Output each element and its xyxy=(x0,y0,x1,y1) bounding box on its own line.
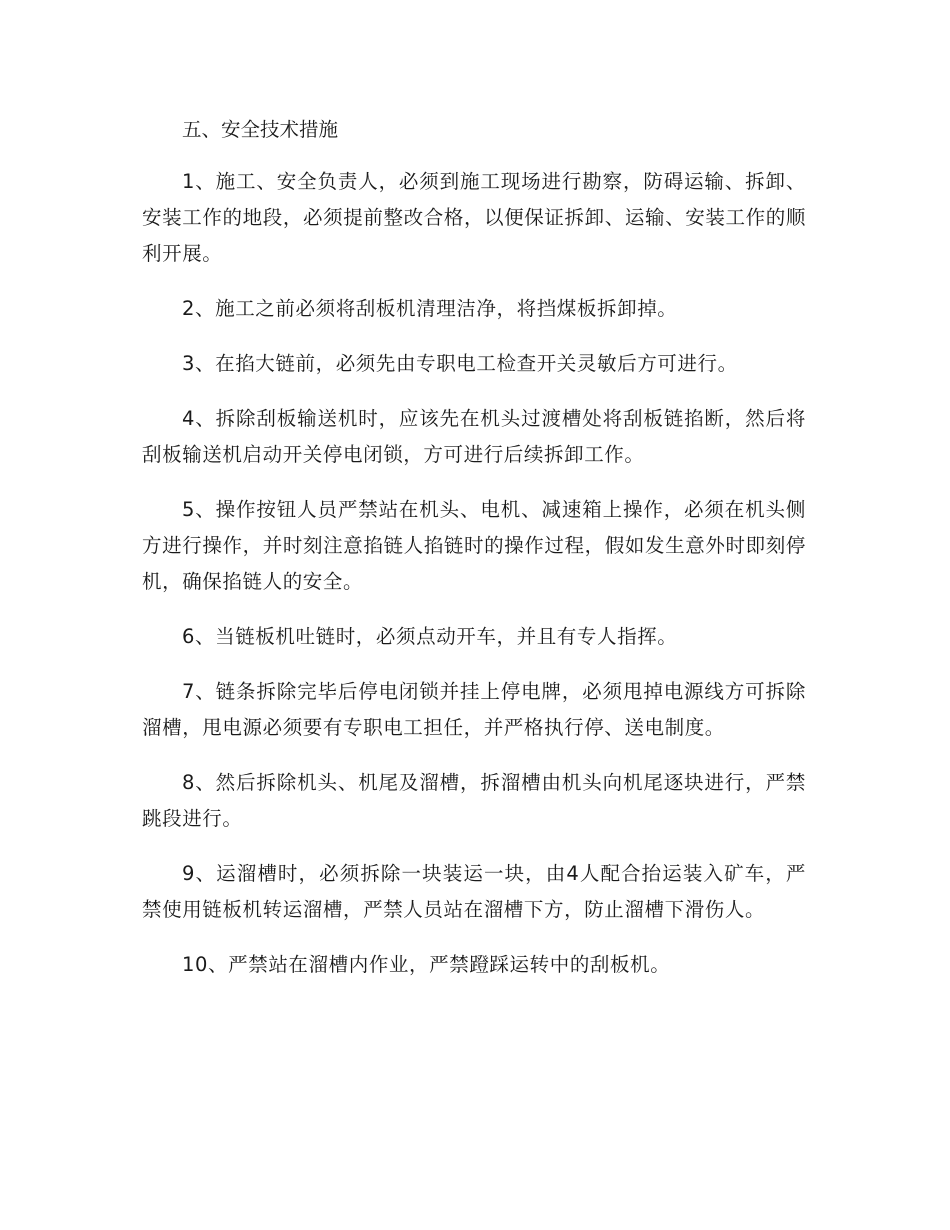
document-body xyxy=(142,112,806,1002)
paragraph-10: 10、严禁站在溜槽内作业，严禁蹬踩运转中的刮板机。 xyxy=(182,953,671,976)
paragraph-8: 8、然后拆除机头、机尾及溜槽，拆溜槽由机头向机尾逐块进行，严禁跳段进行。 xyxy=(142,771,806,830)
paragraph-4: 4、拆除刮板输送机时，应该先在机头过渡槽处将刮板链掐断，然后将刮板输送机启动开关停电闭锁，方可进行后续拆卸工作。 xyxy=(142,407,806,466)
paragraph-9: 9、运溜槽时，必须拆除一块装运一块，由4人配合抬运装入矿车，严禁使用链板机转运溜槽，严禁人员站在溜槽下方，防止溜槽下滑伤人。 xyxy=(142,862,806,921)
paragraph-7: 7、链条拆除完毕后停电闭锁并挂上停电牌，必须甩掉电源线方可拆除溜槽，甩电源必须要有专职电工担任，并严格执行停、送电制度。 xyxy=(142,680,806,739)
paragraph-2: 2、施工之前必须将刮板机清理洁净，将挡煤板拆卸掉。 xyxy=(182,297,678,320)
paragraph-6: 6、当链板机吐链时，必须点动开车，并且有专人指挥。 xyxy=(182,625,678,648)
paragraph-5: 5、操作按钮人员严禁站在机头、电机、减速箱上操作，必须在机头侧方进行操作，并时刻注意掐链人掐链时的操作过程，假如发生意外时即刻停机，确保掐链人的安全。 xyxy=(142,498,806,593)
section-heading: 五、安全技术措施 xyxy=(182,118,339,141)
paragraph-1: 1、施工、安全负责人，必须到施工现场进行勘察，防碍运输、拆卸、安装工作的地段，必须提前整改合格，以便保证拆卸、运输、安装工作的顺利开展。 xyxy=(142,170,806,265)
paragraph-3: 3、在掐大链前，必须先由专职电工检查开关灵敏后方可进行。 xyxy=(182,352,738,375)
